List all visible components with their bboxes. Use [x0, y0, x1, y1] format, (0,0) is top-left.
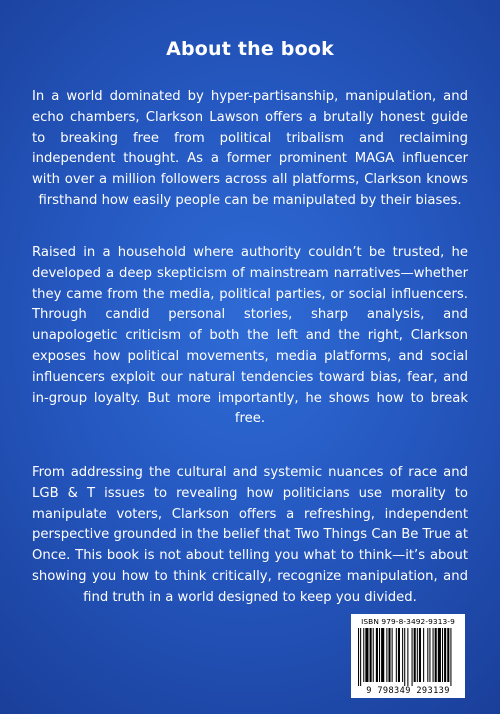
- barcode-bar: [363, 628, 364, 682]
- barcode-bar: [402, 628, 403, 682]
- barcode-bar: [365, 628, 368, 682]
- barcode-bar: [381, 628, 384, 682]
- barcode-bar: [386, 628, 387, 682]
- barcode-bar: [396, 628, 397, 682]
- barcode-bar: [370, 628, 372, 682]
- barcode-bar: [379, 628, 380, 682]
- barcode-bar: [435, 628, 437, 682]
- isbn-label: ISBN 979-8-3492-9313-9: [361, 617, 455, 626]
- barcode-bar: [392, 628, 393, 682]
- barcode-bar: [419, 628, 421, 682]
- barcode-bar: [444, 628, 446, 682]
- description-paragraph-3: From addressing the cultural and systemic nuances of race and LGB & T issues to revealing how politicians use morality to manipulate voters, Clarkson offers a refreshing, independent perspective grounded in the belief that Two Things Can Be True at Once. This book is not about telling you what to think—it’s about showing you how to think critically, recognize manipulation, and find truth in a world designed to keep you divided.: [32, 465, 469, 605]
- barcode-bar: [417, 628, 418, 682]
- barcode-bar: [423, 628, 424, 682]
- barcode-digits: 9 798349 293139: [366, 686, 450, 696]
- barcode-bar: [376, 628, 378, 682]
- section-title: About the book: [166, 38, 334, 60]
- barcode-bar: [404, 628, 405, 686]
- barcode-bar: [407, 628, 408, 686]
- barcode-bar: [447, 628, 449, 682]
- barcode-bar: [388, 628, 390, 682]
- barcode-bar: [358, 628, 359, 686]
- barcode-bar: [438, 628, 441, 682]
- barcode-bar: [398, 628, 400, 682]
- barcode-bar: [414, 628, 416, 682]
- barcode-bar: [427, 628, 428, 682]
- barcode-bar: [442, 628, 443, 682]
- description-paragraph-2: Raised in a household where authority couldn’t be trusted, he developed a deep skepticism of mainstream narratives—whether they came from the media, political parties, or social influencers. Through candid personal stories, sharp analysis, and unapologetic criticism of both the left and the right, Clarkson exposes how political movements, media platforms, and social influencers exploit our natural tendencies toward bias, fear, and in-group loyalty. But more importantly, he shows how to break free.: [32, 245, 468, 427]
- barcode-bar: [412, 628, 413, 686]
- isbn-barcode: [351, 614, 465, 698]
- barcode-bar: [429, 628, 430, 682]
- description-paragraph-1: In a world dominated by hyper-partisanship, manipulation, and echo chambers, Clarkson Lawson offers a brutally honest guide to breaking free from political tribalism and reclaiming independent thought. As a former prominent MAGA influencer with over a million followers across all platforms, Clarkson knows firsthand how easily people can be manipulated by their biases.: [32, 89, 468, 208]
- barcode-bar: [360, 628, 361, 686]
- barcode-bars-icon: [356, 628, 460, 686]
- barcode-bar: [450, 628, 451, 686]
- barcode-bar: [373, 628, 374, 682]
- barcode-bar: [433, 628, 434, 682]
